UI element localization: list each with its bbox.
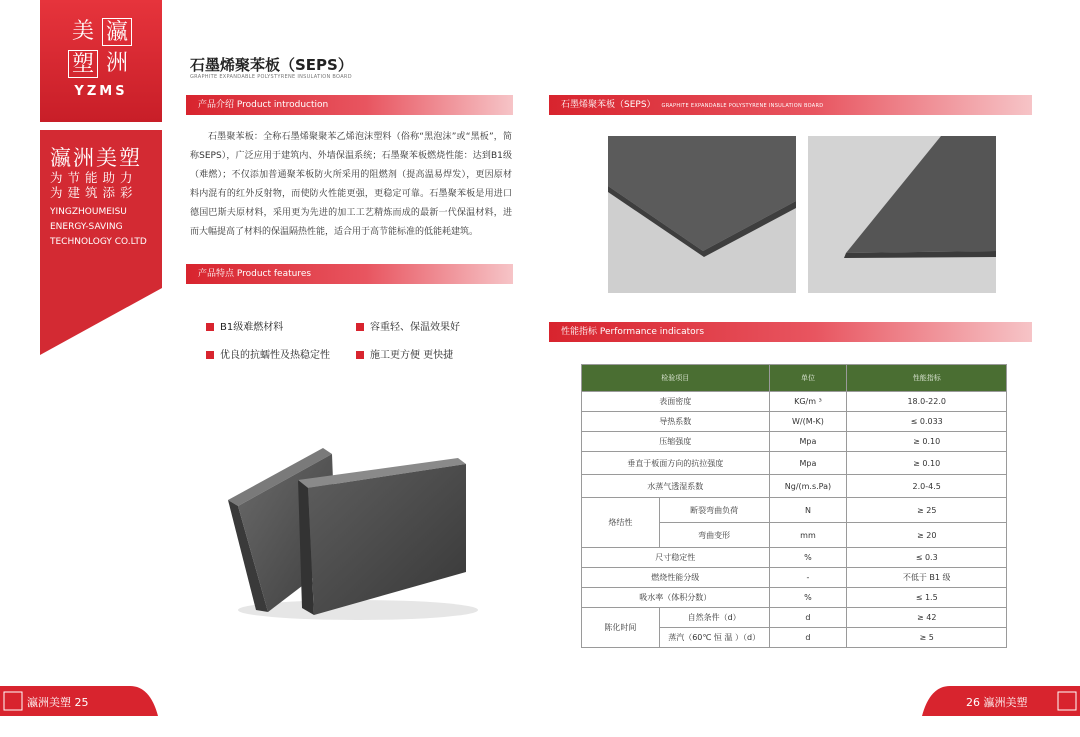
board-photo-left <box>608 136 796 293</box>
table-row <box>582 588 1007 608</box>
column-header: 单位 <box>769 365 847 392</box>
value-cell: ≤ 0.033 <box>847 412 1007 432</box>
board-photo-right <box>808 136 996 293</box>
section-bar-photos <box>549 95 1032 115</box>
unit-cell: W/(M-K) <box>769 412 847 432</box>
table-row <box>582 475 1007 498</box>
value-cell: ≥ 25 <box>847 498 1007 523</box>
feature-item <box>206 318 283 333</box>
unit-cell: Mpa <box>769 432 847 452</box>
item-cell: 吸水率（体积分数） <box>582 588 770 608</box>
value-cell: ≥ 5 <box>847 628 1007 648</box>
brand-panel <box>40 0 162 355</box>
feature-label: 施工更方便 更快捷 <box>370 350 454 361</box>
section-bar-performance: 性能指标 Performance indicators <box>549 322 1032 342</box>
item-cell: 水蒸气透湿系数 <box>582 475 770 498</box>
unit-cell: KG/m ³ <box>769 392 847 412</box>
item-cell: 断裂弯曲负荷 <box>659 498 769 523</box>
value-cell: 2.0-4.5 <box>847 475 1007 498</box>
logo-char: 洲 <box>105 51 128 76</box>
value-cell: 18.0-22.0 <box>847 392 1007 412</box>
item-cell: 表面密度 <box>582 392 770 412</box>
company-name-en: TECHNOLOGY CO.LTD <box>50 237 147 247</box>
unit-cell: Ng/(m.s.Pa) <box>769 475 847 498</box>
feature-item <box>206 346 330 361</box>
unit-cell: % <box>769 588 847 608</box>
group-cell: 烙结性 <box>582 498 660 548</box>
logo-char: 塑 <box>68 50 98 78</box>
table-row <box>582 498 1007 523</box>
value-cell: ≥ 0.10 <box>847 432 1007 452</box>
unit-cell: - <box>769 568 847 588</box>
feature-item <box>356 346 453 361</box>
item-cell: 弯曲变形 <box>659 523 769 548</box>
table-row <box>582 568 1007 588</box>
column-header: 性能指标 <box>847 365 1007 392</box>
item-cell: 燃烧性能分级 <box>582 568 770 588</box>
brand-name: 瀛洲美塑 <box>50 146 142 170</box>
value-cell: 不低于 B1 级 <box>847 568 1007 588</box>
performance-table <box>581 364 1007 648</box>
feature-item <box>356 318 460 333</box>
unit-cell: mm <box>769 523 847 548</box>
item-cell: 蒸汽（60℃ 恒 温 ）（d） <box>659 628 769 648</box>
unit-cell: Mpa <box>769 452 847 475</box>
table-row <box>582 392 1007 412</box>
logo <box>68 18 134 80</box>
intro-paragraph: 石墨聚苯板：全称石墨烯聚聚苯乙烯泡沫塑料（俗称“黑泡沫”或“黑板”，简称SEPS），广泛应用于建筑内、外墙保温系统；石墨聚苯板燃烧性能：达到B1级（难燃）；不仅添加普通聚苯板防火所采用的阻燃剂（提高温易焊发），更因原材料内混有的红外反射物，而使防火性能更强，更稳定可靠。石墨聚苯板是用进口德国巴斯夫原材料，采用更为先进的加工工艺精炼而成的最新一代保温材料，进而大幅提高了材料的保温隔热性能，适合用于高节能标准的低能耗建筑。 <box>190 132 512 237</box>
feature-label: 容重轻、保温效果好 <box>370 322 460 333</box>
logo-text: YZMS <box>74 84 128 99</box>
unit-cell: N <box>769 498 847 523</box>
unit-cell: d <box>769 608 847 628</box>
company-name-en: ENERGY-SAVING <box>50 222 123 232</box>
item-cell: 自然条件（d） <box>659 608 769 628</box>
unit-cell: % <box>769 548 847 568</box>
company-name-en: YINGZHOUMEISU <box>50 207 127 217</box>
table-row <box>582 432 1007 452</box>
value-cell: ≥ 20 <box>847 523 1007 548</box>
bullet-square-icon <box>206 323 214 331</box>
bullet-square-icon <box>356 351 364 359</box>
table-row <box>582 548 1007 568</box>
section-bar-features: 产品特点 Product features <box>186 264 513 284</box>
logo-char: 瀛 <box>102 18 132 46</box>
group-cell: 陈化时间 <box>582 608 660 648</box>
feature-label: 优良的抗蠕性及热稳定性 <box>220 350 330 361</box>
brand-slogan: 为节能助力 <box>50 170 138 185</box>
item-cell: 尺寸稳定性 <box>582 548 770 568</box>
column-header: 检验项目 <box>582 365 770 392</box>
table-row <box>582 608 1007 628</box>
table-row <box>582 452 1007 475</box>
item-cell: 压缩强度 <box>582 432 770 452</box>
brand-slogan: 为建筑添彩 <box>50 185 138 200</box>
item-cell: 导热系数 <box>582 412 770 432</box>
footer-right-text: 26 瀛洲美塑 <box>966 696 1028 709</box>
bullet-square-icon <box>206 351 214 359</box>
page-subtitle: GRAPHITE EXPANDABLE POLYSTYRENE INSULATION BOARD <box>190 74 352 80</box>
logo-char: 美 <box>71 19 94 44</box>
table-row <box>582 412 1007 432</box>
unit-cell: d <box>769 628 847 648</box>
page-title: 石墨烯聚苯板（SEPS） <box>190 56 353 74</box>
bullet-square-icon <box>356 323 364 331</box>
item-cell: 垂直于板面方向的抗拉强度 <box>582 452 770 475</box>
value-cell: ≤ 1.5 <box>847 588 1007 608</box>
footer-left-text: 瀛洲美塑 25 <box>27 696 89 709</box>
product-board-image <box>218 440 478 625</box>
section-bar-intro: 产品介绍 Product introduction <box>186 95 513 115</box>
value-cell: ≥ 0.10 <box>847 452 1007 475</box>
photo-bar-en: GRAPHITE EXPANDABLE POLYSTYRENE INSULATION BOARD <box>661 103 824 109</box>
value-cell: ≤ 0.3 <box>847 548 1007 568</box>
value-cell: ≥ 42 <box>847 608 1007 628</box>
photo-bar-cn: 石墨烯聚苯板（SEPS） <box>561 100 656 110</box>
table-header-row <box>582 365 1007 392</box>
feature-label: B1级难燃材料 <box>220 322 284 333</box>
